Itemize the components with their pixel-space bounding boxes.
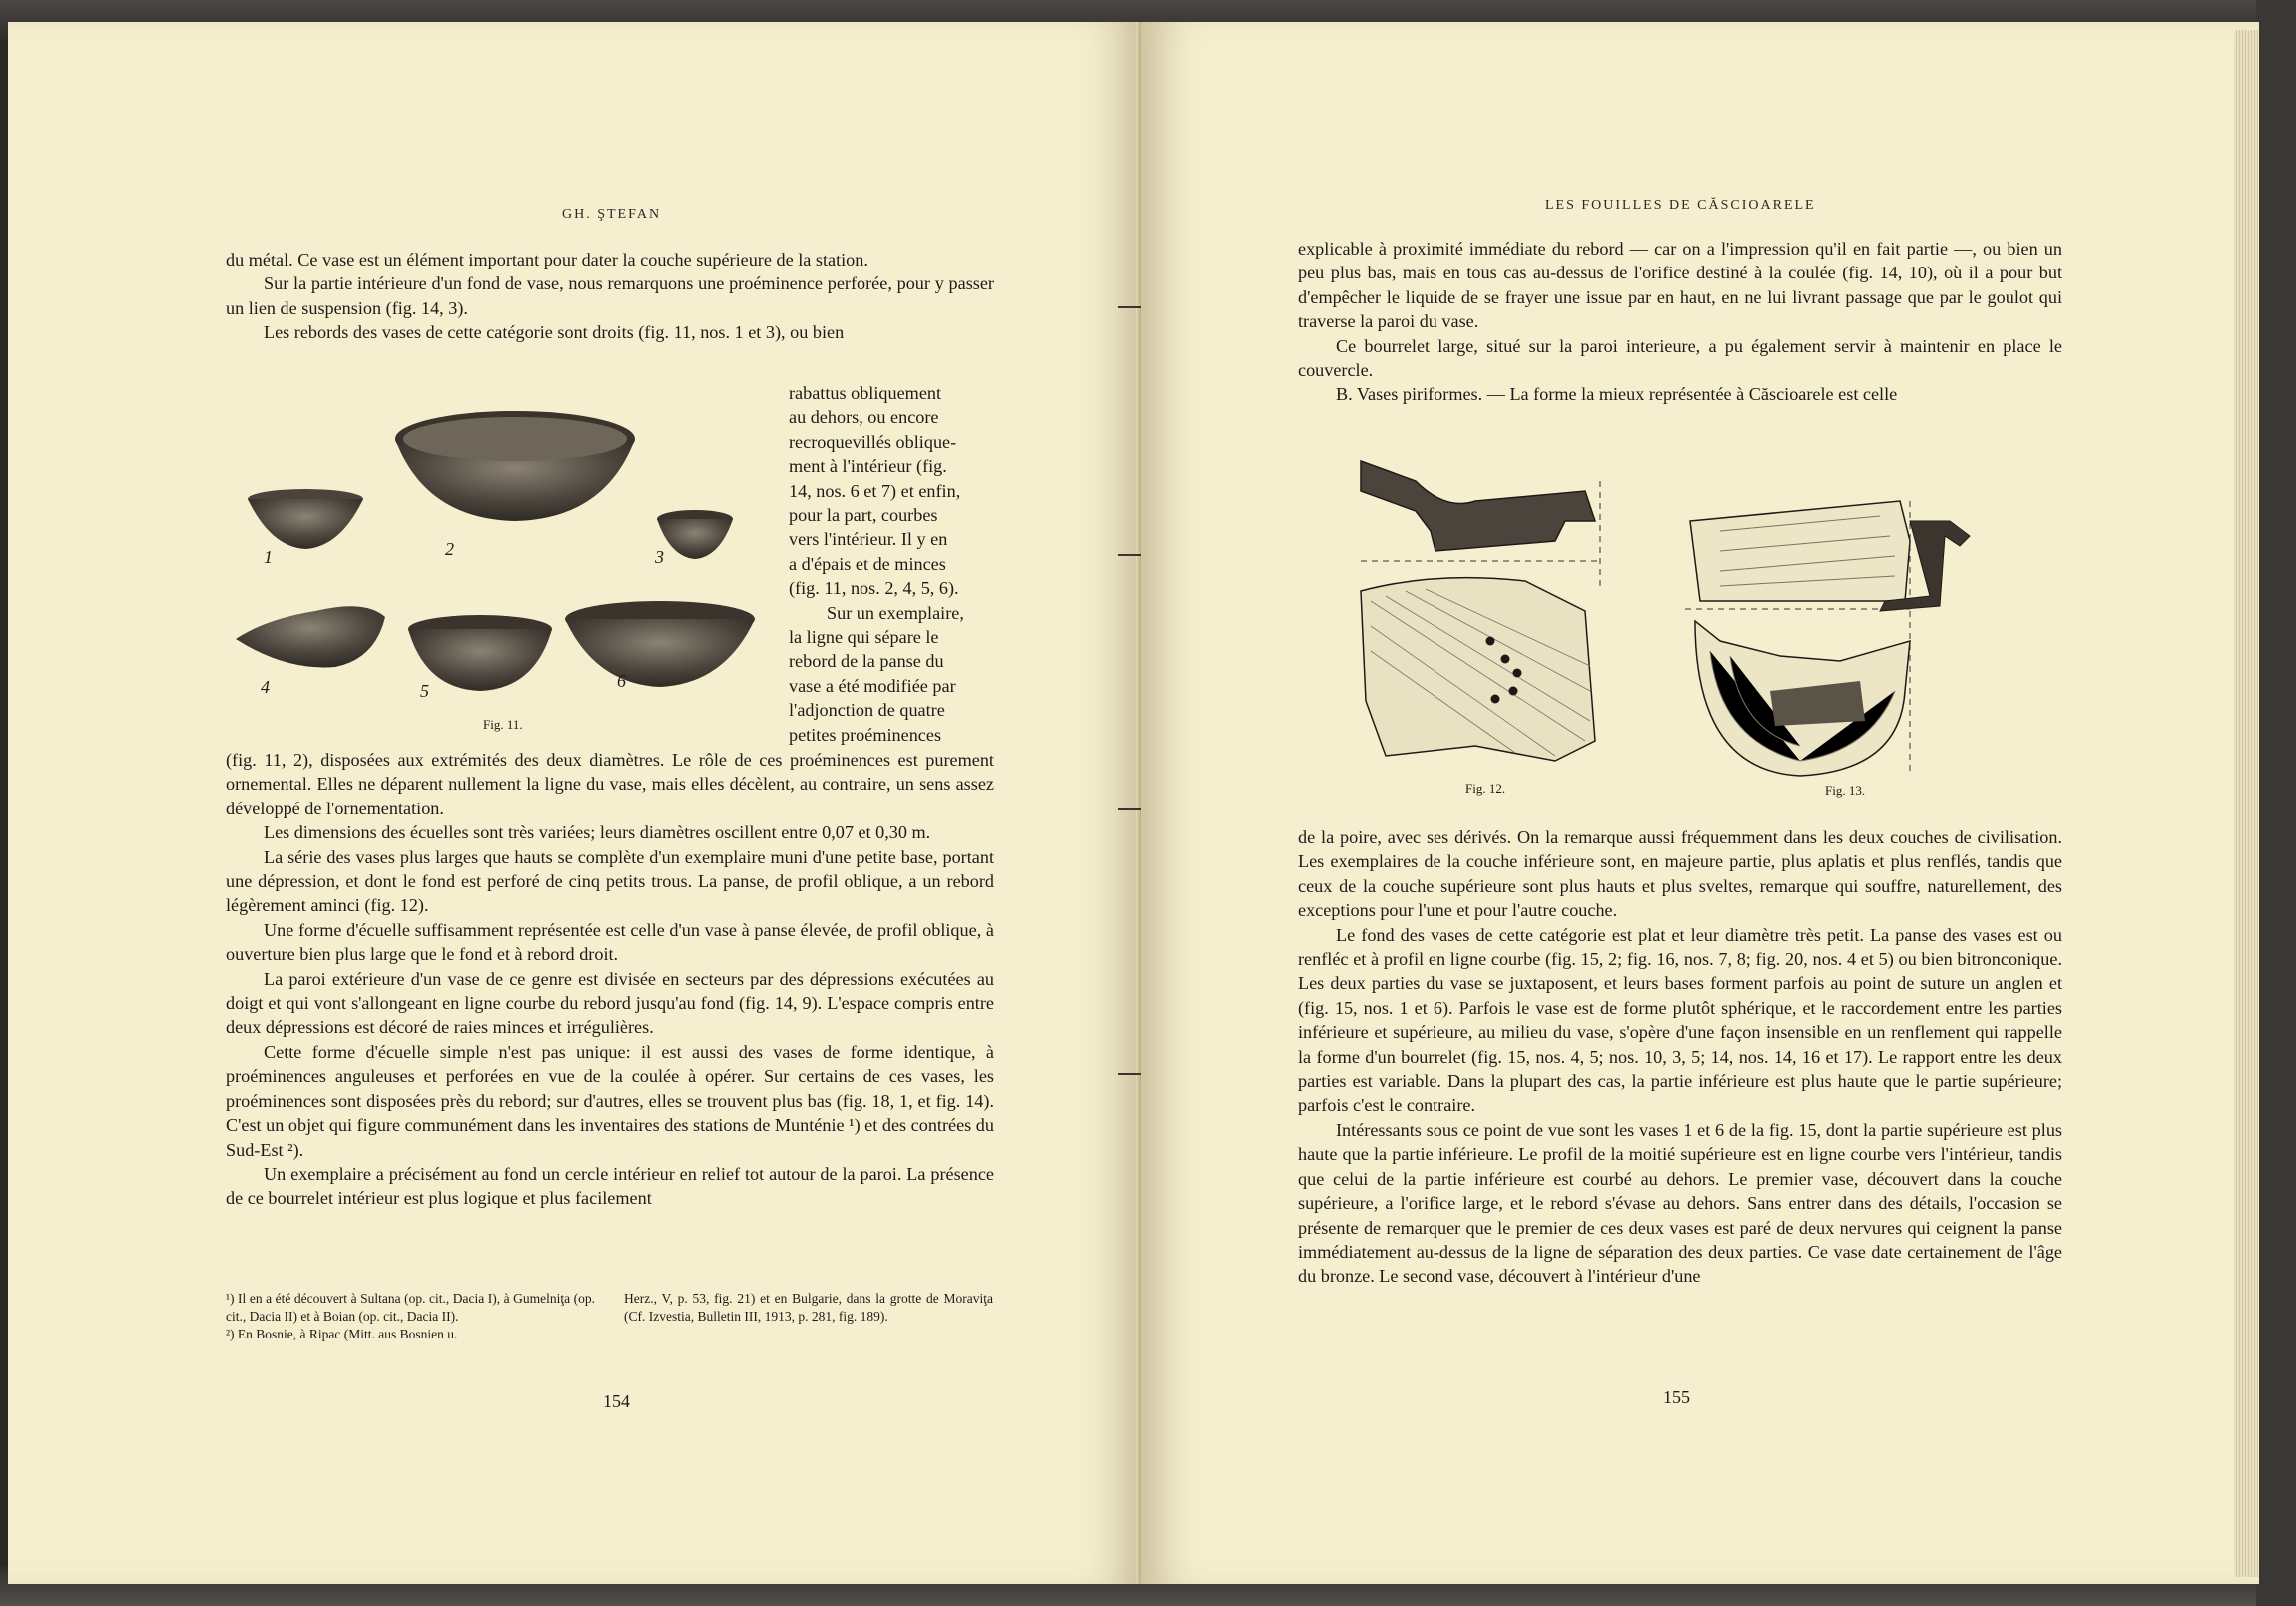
fig13-caption: Fig. 13.	[1825, 783, 1866, 798]
book-cover-right	[2256, 0, 2296, 1606]
wrap-line: ment à l'intérieur (fig.	[789, 456, 947, 477]
paragraph: Un exemplaire a précisément au fond un cercle intérieur en relief tot autour de la paroi. La présence de ce bourrelet intérieur est plus logique et plus facilement	[226, 1163, 994, 1209]
left-page	[8, 22, 1141, 1584]
paragraph: Cette forme d'écuelle simple n'est pas unique: il est aussi des vases de forme identique, à proéminences anguleuses et perforées en vue de la coulée à opérer. Sur certains de ces vases, les proéminences sont disposées près du rebord; sur d'autres, elles se trouvent plus bas (fig. 18, 1, et fig. 14). C'est un objet qui figure communément dans les inventaires des stations de Munténie ¹) et des contrées du Sud-Est ²).	[226, 1041, 994, 1160]
paragraph: du métal. Ce vase est un élément important pour dater la couche supérieure de la station.	[226, 250, 868, 269]
fig11-label-4: 4	[261, 677, 270, 697]
wrap-line: vers l'intérieur. Il y en	[789, 529, 948, 550]
left-wrap-column	[789, 381, 994, 747]
wrap-line: la ligne qui sépare le	[789, 627, 939, 648]
footnote-continued: Herz., V, p. 53, fig. 21) et en Bulgarie, dans la grotte de Moraviţa (Cf. Izvestia, Bulletin III, 1913, p. 281, fig. 189).	[624, 1291, 993, 1324]
right-text-top	[1298, 237, 2062, 407]
right-text-bottom	[1298, 825, 2062, 1289]
fig12-caption: Fig. 12.	[1465, 781, 1506, 796]
wrap-line: Sur un exemplaire,	[827, 602, 964, 623]
paragraph: Une forme d'écuelle suffisamment représentée est celle d'un vase à panse élevée, de profil oblique, à ouverture bien plus large que le fond et à rebord droit.	[226, 919, 994, 965]
footnote-2: ²) En Bosnie, à Ripac (Mitt. aus Bosnien u.	[226, 1327, 458, 1341]
left-text-top	[226, 248, 994, 345]
paragraph: La série des vases plus larges que hauts se complète d'un exemplaire muni d'une petite base, portant une dépression, et dont le fond est perforé de cinq petits trous. La panse, de profil oblique, a un rebord légèrement aminci (fig. 12).	[226, 846, 994, 916]
running-head-left: GH. ŞTEFAN	[562, 207, 662, 222]
paragraph: Intéressants sous ce point de vue sont les vases 1 et 6 de la fig. 15, dont la partie supérieure est plus haute que la partie inférieure. Le profil de la moitié supérieure est en ligne courbe vers l'intérieur, tandis que celui de la partie inférieure est courbé au dehors. Le premier vase, découvert dans la couche supérieure, a l'orifice large, et le rebord s'évase au dehors. Sans entrer dans des détails, l'occasion se présente de remarquer que le premier de ces deux vases est paré de deux nervures qui ceignent la panse immédiatement au-dessus de la ligne de séparation des deux parties. Ce vase date certainement de l'âge du bronze. Le second vase, découvert à l'intérieur d'une	[1298, 1119, 2062, 1287]
paragraph: Sur la partie intérieure d'un fond de vase, nous remarquons une proéminence perforée, pour y passer un lien de suspension (fig. 14, 3).	[226, 273, 994, 318]
paragraph: explicable à proximité immédiate du rebord — car on a l'impression qu'il en fait partie —, ou bien un peu plus bas, mais en tous cas au-dessus de l'orifice destiné à la coulée (fig. 14, 10), où il a pour but d'empêcher le liquide de se frayer une issue par en haut, en ne lui livrant passage que par le goulot qui traverse la paroi du vase.	[1298, 239, 2062, 332]
paragraph: de la poire, avec ses dérivés. On la remarque aussi fréquemment dans les deux couches de civilisation. Les exemplaires de la couche inférieure sont, en majeure partie, plus aplatis et plus renflés, tandis que ceux de la couche supérieure sont plus hauts et plus sveltes, remarque qui souffre, naturellement, des exceptions pour l'une et pour l'autre couche.	[1298, 827, 2062, 921]
fig11-label-2: 2	[445, 539, 454, 559]
running-head-right: LES FOUILLES DE CĂSCIOARELE	[1545, 198, 1816, 213]
paragraph: (fig. 11, 2), disposées aux extrémités des deux diamètres. Le rôle de ces proéminences est purement ornemental. Elles ne déparent nullement la ligne du vase, mais elles décèlent, au contraire, un sens assez développé de l'ornementation.	[226, 750, 994, 818]
paragraph: La paroi extérieure d'un vase de ce genre est divisée en secteurs par des dépressions exécutées au doigt et qui vont s'allongeant en ligne courbe du rebord jusqu'au fond (fig. 14, 9). L'espace compris entre deux dépressions est décoré de raies minces et irrégulières.	[226, 968, 994, 1038]
wrap-line: rebord de la panse du	[789, 651, 944, 672]
wrap-line: au dehors, ou encore	[789, 407, 939, 428]
footnotes-col-2	[624, 1290, 993, 1326]
fig11-label-6: 6	[617, 671, 626, 691]
book-fore-edge	[2234, 30, 2258, 1577]
wrap-line: 14, nos. 6 et 7) et enfin,	[789, 480, 961, 501]
wrap-line: rabattus obliquement	[789, 383, 942, 403]
paragraph: Ce bourrelet large, situé sur la paroi interieure, a pu également servir à maintenir en place le couvercle.	[1298, 335, 2062, 381]
wrap-line: pour la part, courbes	[789, 505, 938, 526]
wrap-line: vase a été modifiée par	[789, 675, 956, 696]
figure-13	[1680, 491, 2019, 810]
wrap-line: recroquevillés oblique-	[789, 431, 957, 452]
page-number-left: 154	[603, 1391, 630, 1411]
fig13-drawing	[1680, 491, 2019, 781]
figure-11	[226, 399, 780, 732]
figure-12	[1356, 441, 1625, 801]
footnotes-col-1	[226, 1290, 595, 1343]
paragraph: Les rebords des vases de cette catégorie sont droits (fig. 11, nos. 1 et 3), ou bien	[264, 322, 845, 343]
wrap-line: a d'épais et de minces	[789, 553, 946, 574]
footnote-1: ¹) Il en a été découvert à Sultana (op. cit., Dacia I), à Gumelniţa (op. cit., Dacia II) et à Boian (op. cit., Dacia II).	[226, 1291, 595, 1324]
fig12-drawing	[1356, 441, 1625, 771]
paragraph: Le fond des vases de cette catégorie est plat et leur diamètre très petit. La panse des vases est ou renfléc et à profil en ligne courbe (fig. 15, 2; fig. 16, nos. 7, 8; fig. 20, nos. 4 et 5) ou bien bitronconique. Les deux parties du vase se juxtaposent, et leurs bases forment parfois au point de suture un anglen et (fig. 15, nos. 1 et 6). Parfois le vase est de forme plutôt sphérique, et le raccordement entre les parties inférieure et supérieure, au milieu du vase, s'opère d'une façon insensible en un renflement qui rappelle la forme d'un bourrelet (fig. 15, nos. 4, 5; nos. 10, 3, 5; 14, nos. 14, 16 et 17). Le rapport entre les deux parties est variable. Dans la plupart des cas, la partie inférieure est plus haute que le partie supérieure; parfois c'est le contraire.	[1298, 924, 2062, 1116]
paragraph: B. Vases piriformes. — La forme la mieux représentée à Căscioarele est celle	[1336, 384, 1898, 405]
fig11-pottery-drawing	[226, 399, 780, 729]
fig11-label-5: 5	[420, 681, 429, 701]
fig11-label-3: 3	[655, 547, 664, 567]
fig11-caption: Fig. 11.	[483, 717, 523, 732]
right-page	[1141, 22, 2259, 1584]
left-text-bottom	[226, 748, 994, 1211]
page-number-right: 155	[1663, 1387, 1690, 1407]
fig11-label-1: 1	[264, 547, 273, 567]
wrap-line: (fig. 11, nos. 2, 4, 5, 6).	[789, 578, 959, 599]
wrap-line: petites proéminences	[789, 724, 942, 745]
wrap-line: l'adjonction de quatre	[789, 700, 945, 721]
paragraph: Les dimensions des écuelles sont très variées; leurs diamètres oscillent entre 0,07 et 0,30 m.	[264, 822, 931, 843]
